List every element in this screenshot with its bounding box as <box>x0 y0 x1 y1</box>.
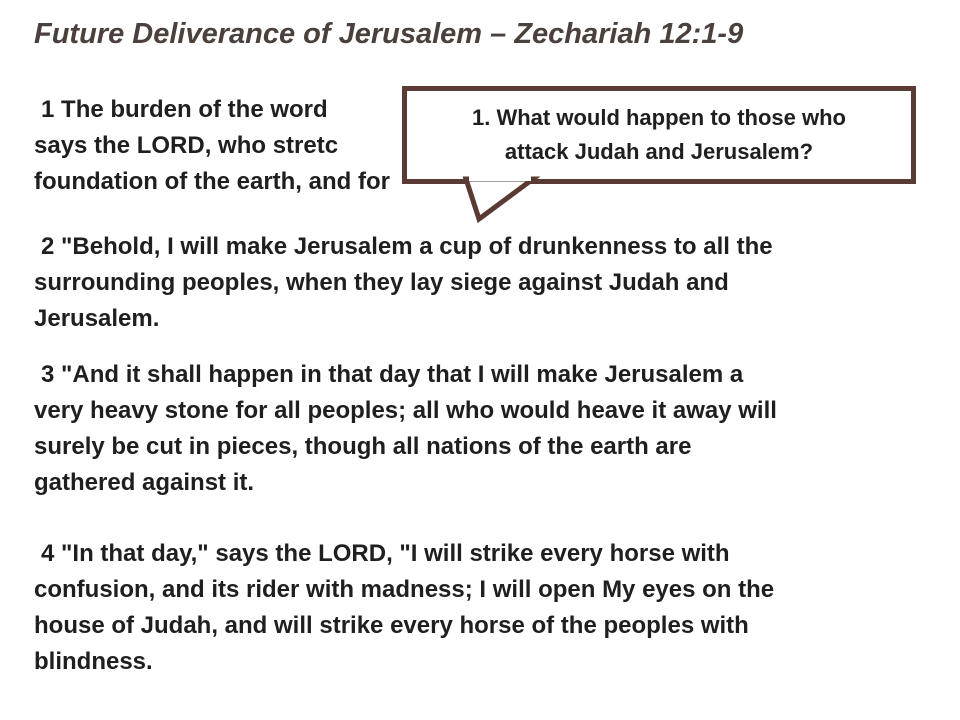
verse-line: very heavy stone for all peoples; all who would heave it away will <box>34 397 777 424</box>
verse-line: house of Judah, and will strike every horse of the peoples with <box>34 612 749 639</box>
callout-pointer <box>460 175 550 225</box>
verse-number: 3 <box>41 361 55 388</box>
verse-4 <box>34 536 934 680</box>
verse-line: says the LORD, who stretc <box>34 132 339 159</box>
verse-text: "In that day," says the LORD, "I will strike every horse with <box>54 540 730 567</box>
callout-question <box>472 101 846 169</box>
verse-text: The burden of the word <box>54 96 328 123</box>
verse-line: surrounding peoples, when they lay siege against Judah and <box>34 269 729 296</box>
callout-line: 1. What would happen to those who <box>472 105 846 130</box>
verse-line: gathered against it. <box>34 469 255 496</box>
verse-line: Jerusalem. <box>34 305 160 332</box>
verse-2 <box>34 229 934 337</box>
verse-line: confusion, and its rider with madness; I will open My eyes on the <box>34 576 775 603</box>
verse-line: surely be cut in pieces, though all nations of the earth are <box>34 433 692 460</box>
verse-line <box>34 536 934 572</box>
verse-line <box>34 357 934 393</box>
verse-text: "And it shall happen in that day that I will make Jerusalem a <box>54 361 744 388</box>
verse-number: 4 <box>41 540 55 567</box>
question-callout <box>402 86 916 184</box>
verse-line <box>34 229 934 265</box>
page-title: Future Deliverance of Jerusalem – Zechariah 12:1-9 <box>34 18 744 50</box>
verse-number: 2 <box>41 233 55 260</box>
verse-text: "Behold, I will make Jerusalem a cup of drunkenness to all the <box>54 233 773 260</box>
verse-line: blindness. <box>34 648 153 675</box>
verse-3 <box>34 357 934 501</box>
verse-number: 1 <box>41 96 55 123</box>
callout-line: attack Judah and Jerusalem? <box>504 139 814 164</box>
verse-line: foundation of the earth, and for <box>34 168 390 195</box>
